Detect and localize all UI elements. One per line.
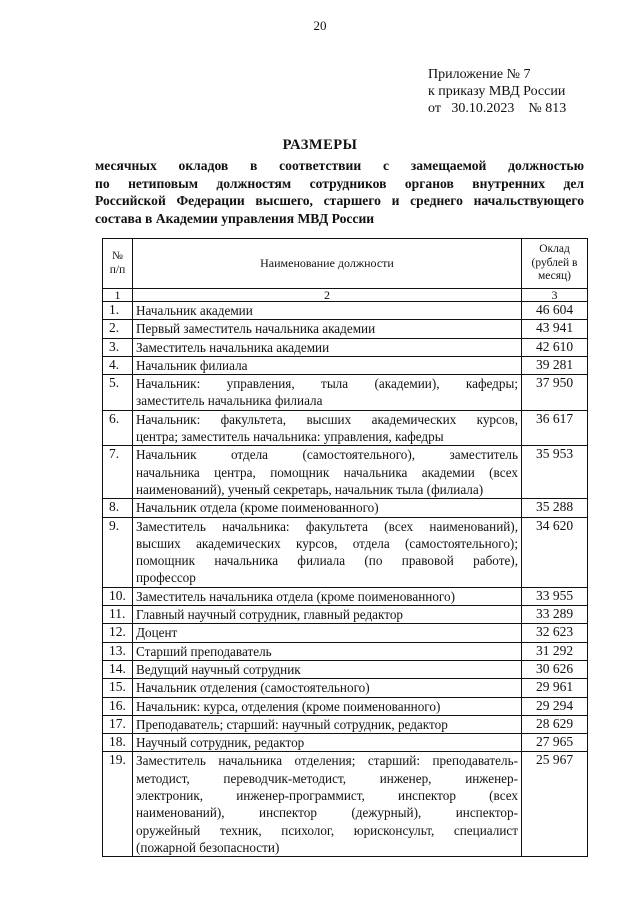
salary-amount: 39 281 <box>522 356 588 374</box>
position-name <box>133 320 522 338</box>
position-name <box>133 356 522 374</box>
header-salary: Оклад (рублей в месяц) <box>522 239 588 289</box>
row-number: 3. <box>103 338 133 356</box>
position-name <box>133 446 522 499</box>
table-header-row <box>103 239 588 289</box>
position-line: центра; заместитель начальника: управления, кафедры <box>136 429 444 445</box>
position-line: Начальник: управления, тыла (академии), кафедры; <box>136 376 518 392</box>
position-line: методист, переводчик-методист, инженер, инженер- <box>136 770 518 786</box>
position-line: наименований), инспектор (дежурный), инспектор- <box>136 805 518 821</box>
salary-amount: 30 626 <box>522 660 588 678</box>
salary-amount: 32 623 <box>522 624 588 642</box>
row-number: 2. <box>103 320 133 338</box>
position-name <box>133 679 522 697</box>
row-number: 12. <box>103 624 133 642</box>
row-number: 17. <box>103 715 133 733</box>
position-line: Доцент <box>136 625 178 641</box>
row-number: 5. <box>103 375 133 411</box>
subtitle-line: месячных окладов в соответствии с замещаемой должностью <box>95 158 584 173</box>
position-name <box>133 517 522 587</box>
salary-table <box>102 238 588 857</box>
appendix-date-number: от 30.10.2023 № 813 <box>428 101 567 116</box>
position-line: оружейный техник, психолог, юрисконсульт, специалист <box>136 822 518 838</box>
position-line: Преподаватель; старший: научный сотрудник, редактор <box>136 716 448 732</box>
row-number: 14. <box>103 660 133 678</box>
salary-amount: 27 965 <box>522 734 588 752</box>
salary-amount: 35 288 <box>522 499 588 517</box>
table-body <box>103 302 588 857</box>
table-row <box>103 338 588 356</box>
position-name <box>133 697 522 715</box>
position-line: высших академических курсов, отдела (самостоятельного); <box>136 535 518 551</box>
position-line: Начальник академии <box>136 303 253 318</box>
position-line: электроник, инженер-программист, инспектор (всех <box>136 788 518 804</box>
salary-amount: 42 610 <box>522 338 588 356</box>
row-number: 11. <box>103 606 133 624</box>
position-line: Ведущий научный сотрудник <box>136 661 301 677</box>
position-line: Начальник: факультета, высших академических курсов, <box>136 411 518 427</box>
row-number: 16. <box>103 697 133 715</box>
position-line: Начальник отделения (самостоятельного) <box>136 680 370 696</box>
position-line: Научный сотрудник, редактор <box>136 735 305 751</box>
salary-amount: 29 294 <box>522 697 588 715</box>
salary-amount: 25 967 <box>522 752 588 857</box>
salary-amount: 28 629 <box>522 715 588 733</box>
salary-amount: 37 950 <box>522 375 588 411</box>
table-row <box>103 446 588 499</box>
position-line: начальника центра, помощник начальника академии (всех <box>136 464 518 480</box>
index-cell: 2 <box>133 289 522 302</box>
table-row <box>103 606 588 624</box>
position-name <box>133 375 522 411</box>
table-row <box>103 642 588 660</box>
position-name <box>133 499 522 517</box>
subtitle-line: состава в Академии управления МВД России <box>95 210 375 226</box>
table-row <box>103 302 588 320</box>
subtitle-line: по нетиповым должностям сотрудников органов внутренних дел <box>95 175 584 191</box>
position-name <box>133 642 522 660</box>
position-line: Заместитель начальника отделения; старший: преподаватель- <box>136 753 518 769</box>
salary-amount: 46 604 <box>522 302 588 320</box>
position-name <box>133 338 522 356</box>
index-cell: 1 <box>103 289 133 302</box>
position-line: профессор <box>136 570 196 586</box>
page-number: 20 <box>313 18 327 33</box>
position-name <box>133 734 522 752</box>
position-line: наименований), ученый секретарь, начальник тыла (филиала) <box>136 481 484 497</box>
salary-amount: 43 941 <box>522 320 588 338</box>
row-number: 1. <box>103 302 133 320</box>
salary-amount: 36 617 <box>522 410 588 446</box>
row-number: 6. <box>103 410 133 446</box>
position-line: Начальник: курса, отделения (кроме поименованного) <box>136 698 441 714</box>
table-row <box>103 734 588 752</box>
table-row <box>103 587 588 605</box>
table-row <box>103 499 588 517</box>
salary-amount: 35 953 <box>522 446 588 499</box>
position-line: Заместитель начальника: факультета (всех наименований), <box>136 518 518 534</box>
subtitle-line: Российской Федерации высшего, старшего и среднего начальствующего <box>95 193 584 208</box>
table-row <box>103 517 588 587</box>
position-name <box>133 606 522 624</box>
position-line: Старший преподаватель <box>136 643 272 659</box>
position-line: Начальник филиала <box>136 357 248 373</box>
table-index-row <box>103 289 588 302</box>
document-subtitle <box>95 157 584 227</box>
position-name <box>133 715 522 733</box>
table-row <box>103 715 588 733</box>
salary-amount: 33 955 <box>522 587 588 605</box>
position-name <box>133 624 522 642</box>
row-number: 13. <box>103 642 133 660</box>
table-row <box>103 410 588 446</box>
position-name <box>133 410 522 446</box>
position-line: Начальник отдела (кроме поименованного) <box>136 500 379 516</box>
salary-amount: 31 292 <box>522 642 588 660</box>
appendix-block <box>428 66 566 117</box>
salary-amount: 33 289 <box>522 606 588 624</box>
position-line: помощник начальника филиала (по правовой работе), <box>136 553 518 569</box>
document-heading: РАЗМЕРЫ <box>282 137 358 153</box>
table-row <box>103 356 588 374</box>
position-name <box>133 752 522 857</box>
position-line: Заместитель начальника отдела (кроме поименованного) <box>136 588 455 604</box>
position-line: Первый заместитель начальника академии <box>136 321 376 337</box>
table-row <box>103 624 588 642</box>
position-name <box>133 587 522 605</box>
table-row <box>103 697 588 715</box>
table-row <box>103 679 588 697</box>
table-row <box>103 320 588 338</box>
row-number: 8. <box>103 499 133 517</box>
row-number: 7. <box>103 446 133 499</box>
position-line: (пожарной безопасности) <box>136 839 280 855</box>
position-line: заместитель начальника филиала <box>136 393 323 409</box>
row-number: 9. <box>103 517 133 587</box>
row-number: 4. <box>103 356 133 374</box>
row-number: 18. <box>103 734 133 752</box>
row-number: 10. <box>103 587 133 605</box>
position-line: Заместитель начальника академии <box>136 339 330 355</box>
header-number: № п/п <box>103 239 133 289</box>
position-name <box>133 302 522 320</box>
appendix-order: к приказу МВД России <box>428 84 566 99</box>
table-row <box>103 660 588 678</box>
salary-amount: 29 961 <box>522 679 588 697</box>
table-row <box>103 375 588 411</box>
index-cell: 3 <box>522 289 588 302</box>
position-name <box>133 660 522 678</box>
row-number: 19. <box>103 752 133 857</box>
header-position: Наименование должности <box>133 239 522 289</box>
salary-amount: 34 620 <box>522 517 588 587</box>
table-row <box>103 752 588 857</box>
appendix-title: Приложение № 7 <box>428 67 531 82</box>
position-line: Главный научный сотрудник, главный редактор <box>136 607 404 623</box>
position-line: Начальник отдела (самостоятельного), заместитель <box>136 447 518 463</box>
row-number: 15. <box>103 679 133 697</box>
